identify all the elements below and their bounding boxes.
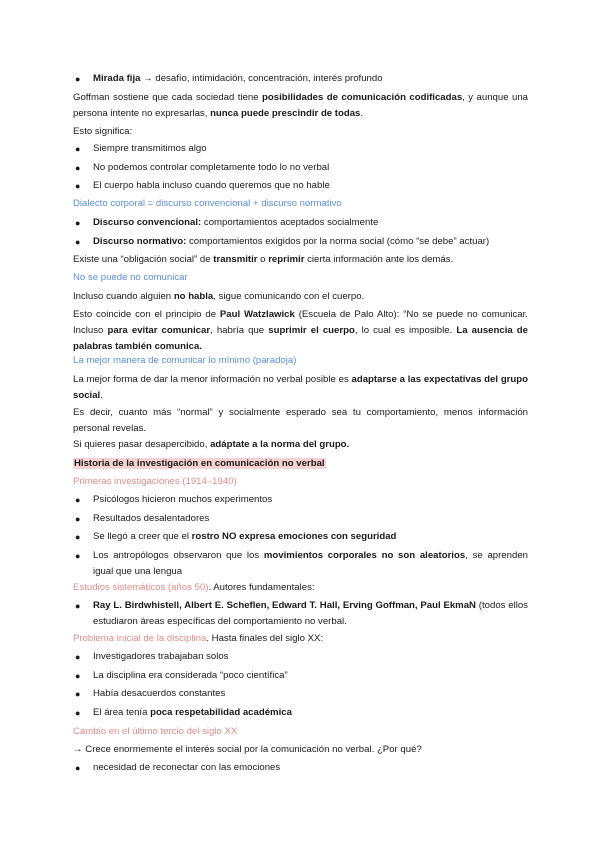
- heading-mejor-manera: La mejor manera de comunicar lo mínimo (paradoja): [73, 355, 297, 366]
- paragraph-esto-significa: Esto significa:: [73, 126, 133, 137]
- bullet-icon: ●: [75, 514, 81, 524]
- bullet-icon: ●: [75, 237, 81, 247]
- paragraph-es-decir: Es decir, cuanto más “normal” y socialmente esperado sea tu comportamiento, menos información personal revelas.: [73, 407, 528, 434]
- bullet-icon: ●: [75, 74, 81, 84]
- bullet-icon: ●: [75, 763, 81, 773]
- paragraph-goffman: Goffman sostiene que cada sociedad tiene posibilidades de comunicación codificadas, y aunque una persona intente no expresarlas, nunca puede prescindir de todas.: [73, 92, 528, 119]
- paragraph-estudios-sistematicos: Estudios sistemáticos (años 50). Autores fundamentales:: [73, 582, 315, 593]
- paragraph-watzlawick: Esto coincide con el principio de Paul Watzlawick (Escuela de Palo Alto): “No se puede no comunicar. Incluso para evitar comunicar, habría que suprimir el cuerpo, lo cual es imposible. La ausencia de palabras también comunica.: [73, 309, 528, 352]
- heading-dialecto-corporal: Dialecto corporal = discurso convencional + discurso normativo: [73, 198, 342, 209]
- paragraph-obligacion-social: Existe una “obligación social” de transmitir o reprimir cierta información ante los demás.: [73, 254, 454, 265]
- bullet-icon: ●: [75, 551, 81, 561]
- paragraph-crece-interes: → Crece enormemente el interés social por la comunicación no verbal. ¿Por qué?: [73, 744, 422, 755]
- bullet-icon: ●: [75, 652, 81, 662]
- heading-no-se-puede: No se puede no comunicar: [73, 272, 188, 283]
- bullet-icon: ●: [75, 671, 81, 681]
- bullet-icon: ●: [75, 601, 81, 611]
- paragraph-desapercibido: Si quieres pasar desapercibido, adáptate a la norma del grupo.: [73, 439, 350, 450]
- paragraph-problema-inicial: Problema inicial de la disciplina. Hasta finales del siglo XX:: [73, 633, 324, 644]
- bullet-icon: ●: [75, 144, 81, 154]
- bullet-icon: ●: [75, 163, 81, 173]
- bullet-icon: ●: [75, 495, 81, 505]
- heading-primeras-investigaciones: Primeras investigaciones (1914–1940): [73, 476, 237, 487]
- paragraph-adaptarse: La mejor forma de dar la menor información no verbal posible es adaptarse a las expectativas del grupo social.: [73, 374, 528, 401]
- text: → desafío, intimidación, concentración, interés profundo: [140, 73, 383, 84]
- bullet-icon: ●: [75, 708, 81, 718]
- bullet-icon: ●: [75, 181, 81, 191]
- paragraph-no-habla: Incluso cuando alguien no habla, sigue comunicando con el cuerpo.: [73, 291, 365, 302]
- bullet-icon: ●: [75, 689, 81, 699]
- bullet-icon: ●: [75, 218, 81, 228]
- heading-cambio: Cambio en el último tercio del siglo XX: [73, 726, 238, 737]
- document-page: ● Mirada fija → desafío, intimidación, concentración, interés profundo Goffman sostiene que cada sociedad tiene posibilidades de comunicación codificadas, y aunque una persona intente no expresarlas, nunca puede prescindir de todas. Esto significa: ● Siempre transmitimos algo ● No podemos controlar completamente todo lo no verbal ● El cuerpo habla incluso cuando queremos que no hable Dialecto corporal = discurso convencional + discurso normativo ● Discurso convencional: comportamientos aceptados socialmente ● Discurso normativo: comportamientos exigidos por la norma social (cómo “se debe” actuar) Existe una “obligación social” de transmitir o reprimir cierta información ante los demás. No se puede no comunicar Incluso cuando alguien no habla, sigue comunicando con el cuerpo. Esto coincide con el principio de Paul Watzlawick (Escuela de Palo Alto): “No se puede no comunicar. Incluso para evitar comunicar, habría que suprimir el cuerpo, lo cual es imposible. La ausencia de palabras también comunica. La mejor manera de comunicar lo mínimo (paradoja) La mejor forma de dar la menor información no verbal posible es adaptarse a las expectativas del grupo social. Es decir, cuanto más “normal” y socialmente esperado sea tu comportamiento, menos información personal revelas. Si quieres pasar desapercibido, adáptate a la norma del grupo. Historia de la investigación en comunicación no verbal Primeras investigaciones (1914–1940) ● Psicólogos hicieron muchos experimentos ● Resultados desalentadores ● Se llegó a creer que el rostro NO expresa emociones con seguridad ● Los antropólogos observaron que los movimientos corporales no son aleatorios, se aprenden igual que una lengua Estudios sistemáticos (años 50). Autores fundamentales: ● Ray L. Birdwhistell, Albert E. Scheflen, Edward T. Hall, Erving Goffman, Paul EkmaN (todos ellos estudiaron áreas específicas del comportamiento no verbal. Problema inicial de la disciplina. Hasta finales del siglo XX: ● Investigadores trabajaban solos ● La disciplina era considerada “poco científica” ● Había desacuerdos constantes ● El área tenía poca respetabilidad académica Cambio en el último tercio del siglo XX → Crece enormemente el interés social por la comunicación no verbal. ¿Por qué? ● necesidad de reconectar con las emociones: [0, 0, 600, 848]
- bullet-icon: ●: [75, 532, 81, 542]
- term: Mirada fija: [93, 73, 141, 84]
- heading-historia: Historia de la investigación en comunicación no verbal: [74, 458, 325, 469]
